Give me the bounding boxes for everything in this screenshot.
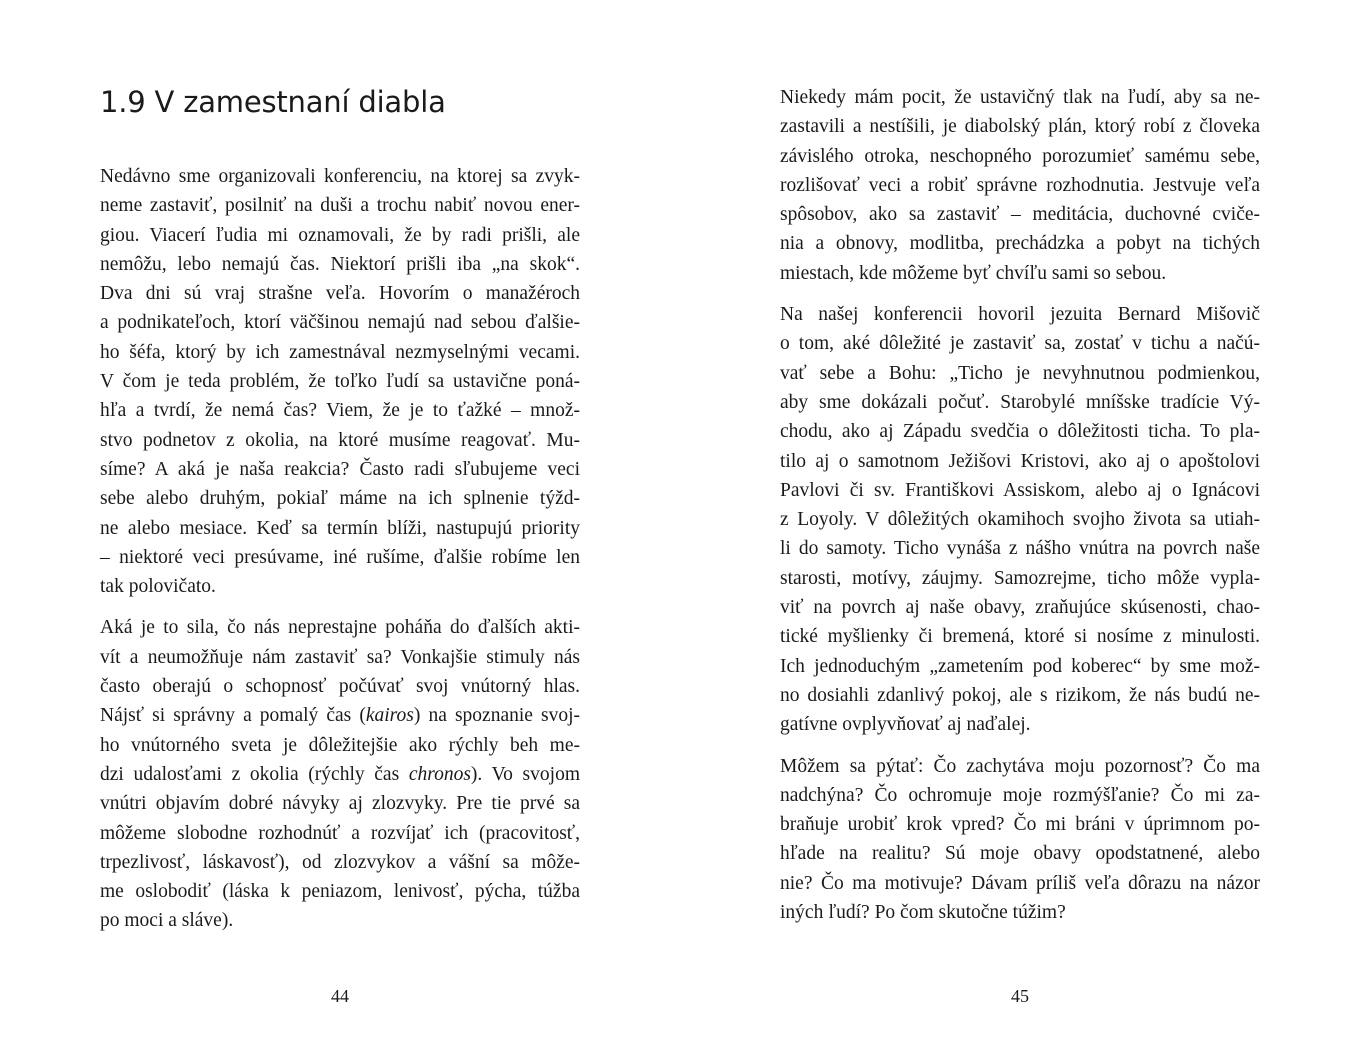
paragraph [780, 752, 1260, 928]
text-line: sebe alebo druhým, pokiaľ máme na ich splnenie týžd- [100, 488, 580, 510]
text-line: ho šéfa, ktorý by ich zamestnával nezmyselnými vecami. [100, 341, 580, 363]
text-line: no dosiahli zdanlivý pokoj, ale s rizikom, že nás budú ne- [780, 684, 1260, 706]
text-line: trpezlivosť, láskavosť), od zlozvykov a vášní sa môže- [100, 851, 580, 873]
text-line: braňuje urobiť krok vpred? Čo mi bráni v úprimnom po- [780, 814, 1260, 836]
text-segment: Nájsť si správny a pomalý čas ( [100, 705, 366, 727]
text-line: spôsobov, ako sa zastaviť – meditácia, duchovné cviče- [780, 204, 1260, 226]
text-line: môžeme slobodne rozhodnúť a rozvíjať ich (pracovitosť, [100, 822, 580, 844]
text-line: často oberajú o schopnosť počúvať svoj vnútorný hlas. [100, 676, 580, 698]
chapter-heading: 1.9 V zamestnaní diabla [100, 85, 446, 119]
text-line: vít a neumožňuje nám zastaviť sa? Vonkajšie stimuly nás [100, 646, 580, 668]
text-line: li do samoty. Ticho vynáša z nášho vnútra na povrch naše [780, 538, 1260, 560]
text-line: závislého otroka, neschopného porozumieť samému sebe, [780, 145, 1260, 167]
text-line: iných ľudí? Po čom skutočne túžim? [780, 902, 1066, 924]
text-line: chodu, ako aj Západu svedčia o dôležitosti ticha. To pla- [780, 421, 1260, 443]
text-line: o tom, aké dôležité je zastaviť sa, zostať v tichu a načú- [780, 333, 1260, 355]
text-line: gatívne ovplyvňovať aj naďalej. [780, 714, 1031, 736]
text-line: tak polovičato. [100, 576, 216, 598]
text-line: hľade na realitu? Sú moje obavy opodstatnené, alebo [780, 843, 1260, 865]
text-line: Ich jednoduchým „zametením pod koberec“ by sme mož- [780, 655, 1260, 677]
text-line: rozlišovať veci a robiť správne rozhodnutia. Jestvuje veľa [780, 174, 1260, 196]
text-line: tické myšlienky či bremená, ktoré si nosíme z minulosti. [780, 626, 1260, 648]
text-line: Dva dni sú vraj strašne veľa. Hovorím o manažéroch [100, 283, 580, 305]
text-line: Niekedy mám pocit, že ustavičný tlak na ľudí, aby sa ne- [780, 87, 1260, 108]
paragraph [780, 83, 1260, 288]
text-line: Na našej konferencii hovoril jezuita Bernard Mišovič [780, 304, 1260, 326]
italic-term: chronos [408, 763, 471, 785]
italic-term: kairos [365, 705, 414, 727]
text-segment: ). Vo svojom [470, 763, 580, 785]
text-line: miestach, kde môžeme byť chvíľu sami so sebou. [780, 262, 1167, 284]
text-line: Aká je to sila, čo nás neprestajne poháňa do ďalších akti- [100, 617, 580, 639]
text-line: a podnikateľoch, ktorí väčšinou nemajú nad sebou ďalšie- [100, 312, 580, 334]
text-line: nadchýna? Čo ochromuje moje rozmýšľanie? Čo mi za- [780, 784, 1260, 806]
text-line: stvo podnetov z okolia, na ktoré musíme reagovať. Mu- [100, 429, 580, 451]
text-line: Nedávno sme organizovali konferenciu, na ktorej sa zvyk- [100, 166, 580, 187]
text-line: V čom je teda problém, že toľko ľudí sa ustavične poná- [100, 371, 580, 393]
left-page-body [100, 162, 580, 936]
text-line: nia a obnovy, modlitba, prechádzka a pobyt na tichých [780, 233, 1260, 255]
page-number-left: 44 [331, 986, 349, 1006]
text-line [100, 760, 580, 789]
text-line: hľa a tvrdí, že nemá čas? Viem, že je to ťažké – množ- [100, 400, 580, 422]
text-line [100, 701, 580, 730]
text-line: aby sme dokázali počuť. Starobylé mníšske tradície Vý- [780, 391, 1260, 413]
text-line: nie? Čo ma motivuje? Dávam príliš veľa dôrazu na názor [780, 872, 1260, 894]
page-number-right: 45 [1011, 986, 1029, 1006]
text-line: ho vnútorného sveta je dôležitejšie ako rýchly beh me- [100, 734, 580, 756]
text-line: z Loyoly. V dôležitých okamihoch svojho života sa utiah- [780, 509, 1260, 531]
text-line: neme zastaviť, posilniť na duši a trochu nabiť novou ener- [100, 195, 580, 217]
text-line: starosti, motívy, záujmy. Samozrejme, ticho môže vypla- [780, 567, 1260, 589]
paragraph [780, 300, 1260, 739]
paragraph [100, 162, 580, 601]
text-segment: dzi udalosťami z okolia (rýchly čas [100, 763, 409, 785]
text-line: giou. Viacerí ľudia mi oznamovali, že by radi prišli, ale [100, 224, 580, 246]
text-line: – niektoré veci presúvame, iné rušíme, ďalšie robíme len [100, 546, 580, 568]
text-line: nemôžu, lebo nemajú čas. Niektorí prišli iba „na skok“. [100, 253, 580, 275]
text-line: Môžem sa pýtať: Čo zachytáva moju pozornosť? Čo ma [780, 755, 1260, 777]
text-line: vať sebe a Bohu: „Ticho je nevyhnutnou podmienkou, [780, 362, 1260, 384]
text-segment: ) na spoznanie svoj- [413, 705, 581, 727]
text-line: vnútri objavím dobré návyky aj zlozvyky. Pre tie prvé sa [100, 793, 580, 815]
text-line: viť na povrch aj naše obavy, zraňujúce skúsenosti, chao- [780, 597, 1260, 619]
text-line: me oslobodiť (láska k peniazom, lenivosť, pýcha, túžba [100, 881, 580, 903]
text-line: zastavili a nestíšili, je diabolský plán, ktorý robí z človeka [780, 116, 1260, 138]
text-line: po moci a sláve). [100, 910, 234, 932]
paragraph [100, 613, 580, 935]
text-line: tilo aj o samotnom Ježišovi Kristovi, ako aj o apoštolovi [780, 450, 1260, 472]
text-line: síme? A aká je naša reakcia? Často radi sľubujeme veci [100, 458, 580, 480]
text-line: Pavlovi či sv. Františkovi Assiskom, alebo aj o Ignácovi [780, 479, 1260, 501]
right-page-body [780, 83, 1260, 927]
text-line: ne alebo mesiace. Keď sa termín blíži, nastupujú priority [100, 517, 580, 539]
